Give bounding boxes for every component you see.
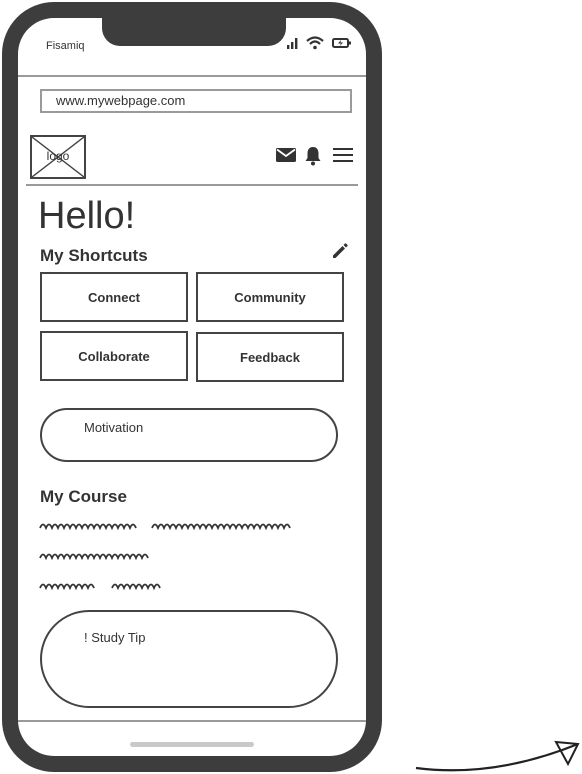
carrier-name: Fisamiq [46, 40, 85, 52]
phone-frame [2, 2, 382, 772]
flow-arrow-icon [414, 736, 582, 772]
bell-icon[interactable] [304, 146, 322, 171]
browser-top-divider [18, 75, 366, 77]
motivation-card[interactable] [40, 408, 338, 462]
phone-screen [18, 18, 366, 756]
shortcut-connect-button[interactable]: Connect [40, 272, 188, 322]
url-bar[interactable]: www.mywebpage.com [40, 89, 352, 113]
pencil-icon[interactable] [330, 241, 350, 266]
browser-bottom-divider [18, 720, 366, 722]
header-divider [26, 184, 358, 186]
course-placeholder-text [38, 516, 298, 596]
phone-notch [102, 18, 286, 46]
shortcut-community-button[interactable]: Community [196, 272, 344, 322]
motivation-label: Motivation [84, 420, 144, 435]
course-title: My Course [40, 487, 127, 506]
menu-icon[interactable] [332, 146, 354, 169]
greeting-heading: Hello! [38, 195, 136, 237]
shortcuts-title: My Shortcuts [40, 246, 148, 265]
wifi-icon [306, 36, 324, 55]
shortcut-feedback-button[interactable]: Feedback [196, 332, 344, 382]
mail-icon[interactable] [275, 146, 297, 169]
home-indicator[interactable] [130, 742, 254, 747]
study-tip-card[interactable] [40, 610, 338, 708]
battery-icon [332, 36, 352, 55]
logo-label: logo [46, 149, 70, 163]
study-tip-label: ! Study Tip [84, 630, 146, 645]
shortcut-collaborate-button[interactable]: Collaborate [40, 331, 188, 381]
signal-icon [286, 36, 300, 55]
